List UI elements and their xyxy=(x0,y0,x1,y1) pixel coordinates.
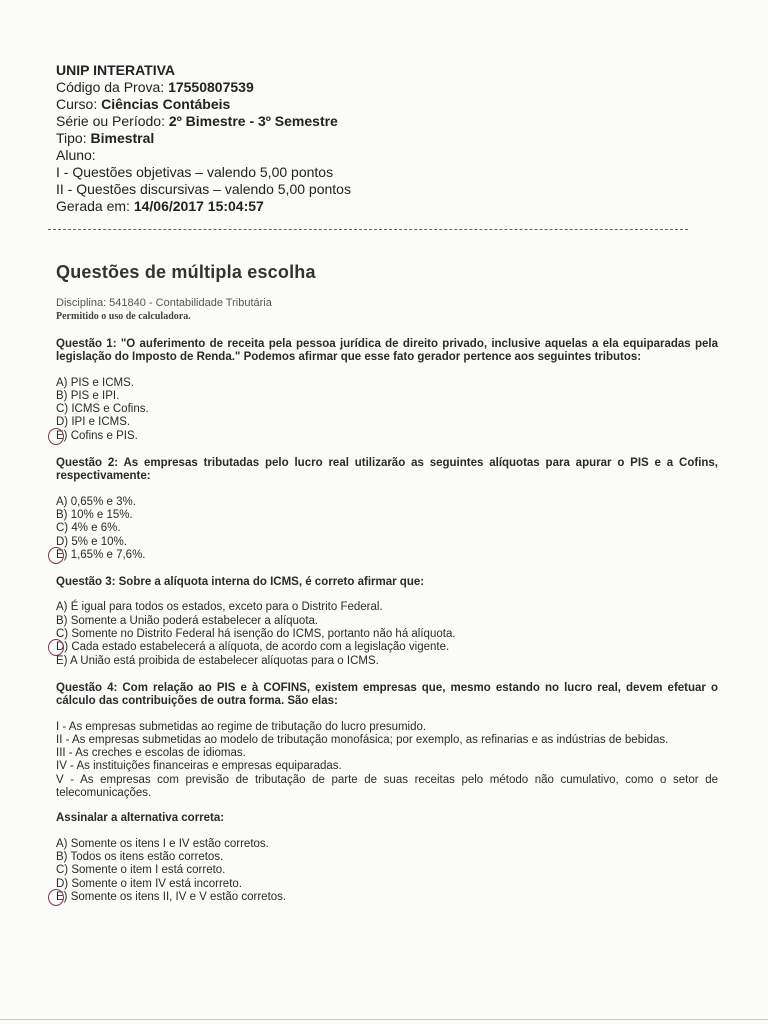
question-1-options xyxy=(56,377,718,443)
question-1-text: Questão 1: "O auferimento de receita pela pessoa jurídica de direito privado, inclusive aquelas a ela equiparadas pela legislação do Imposto de Renda." Podemos afirmar que esse fato gerador pertence aos seguintes tributos: xyxy=(56,338,718,364)
question-3-text: Questão 3: Sobre a alíquota interna do ICMS, é correto afirmar que: xyxy=(56,576,425,589)
dashed-divider xyxy=(48,229,688,230)
generated-at: Gerada em: 14/06/2017 15:04:57 xyxy=(56,198,264,214)
statement-item: II - As empresas submetidas ao modelo de tributação monofásica; por exemplo, as refinarias e as indústrias de bebidas. xyxy=(56,733,669,746)
option-c: C) ICMS e Cofins. xyxy=(56,403,149,416)
statement-item: I - As empresas submetidas ao regime de tributação do lucro presumido. xyxy=(56,720,427,733)
option-e-marked: E) Somente os itens II, IV e V estão corretos. xyxy=(56,891,718,904)
period: Série ou Período: 2º Bimestre - 3º Semestre xyxy=(56,113,338,129)
institution-name: UNIP INTERATIVA xyxy=(56,62,176,78)
answer-circle-mark xyxy=(48,428,64,445)
exam-type: Tipo: Bimestral xyxy=(56,130,155,146)
question-4-items xyxy=(56,721,718,801)
course: Curso: Ciências Contábeis xyxy=(56,96,231,112)
question-1 xyxy=(56,338,718,443)
discursive-questions-info: II - Questões discursivas – valendo 5,00 pontos xyxy=(56,181,351,197)
question-3 xyxy=(56,576,718,668)
question-2-options xyxy=(56,496,718,562)
option-b: B) PIS e IPI. xyxy=(56,389,120,402)
option-b: B) Somente a União poderá estabelecer a alíquota. xyxy=(56,614,319,627)
answer-circle-mark xyxy=(48,547,64,564)
option-a: A) 0,65% e 3%. xyxy=(56,495,136,508)
question-2 xyxy=(56,457,718,562)
option-e-marked: E) Cofins e PIS. xyxy=(56,430,718,443)
statement-item: III - As creches e escolas de idiomas. xyxy=(56,747,246,760)
option-b: B) Todos os itens estão corretos. xyxy=(56,850,224,863)
section-title: Questões de múltipla escolha xyxy=(56,262,316,282)
calculator-permission: Permitido o uso de calculadora. xyxy=(56,311,191,322)
discipline: Disciplina: 541840 - Contabilidade Tributária xyxy=(56,297,272,309)
instruction: Assinalar a alternativa correta: xyxy=(56,812,225,825)
student-label: Aluno: xyxy=(56,147,96,163)
option-e: E) A União está proibida de estabelecer alíquotas para o ICMS. xyxy=(56,654,379,667)
objective-questions-info: I - Questões objetivas – valendo 5,00 pontos xyxy=(56,164,334,180)
answer-circle-mark xyxy=(48,889,64,906)
option-a: A) É igual para todos os estados, exceto para o Distrito Federal. xyxy=(56,601,383,614)
statement-item: V - As empresas com previsão de tributação de parte de suas receitas pelo método não cumulativo, como o setor de telecomunicações. xyxy=(56,773,718,800)
question-4-text: Questão 4: Com relação ao PIS e à COFINS, existem empresas que, mesmo estando no lucro real, devem efetuar o cálculo das contribuições de outra forma. São elas: xyxy=(56,681,718,708)
exam-code: Código da Prova: 17550807539 xyxy=(56,79,254,95)
option-a: A) Somente os itens I e IV estão corretos. xyxy=(56,837,269,850)
option-d: D) 5% e 10%. xyxy=(56,535,127,548)
question-4 xyxy=(56,682,718,904)
option-b: B) 10% e 15%. xyxy=(56,508,133,521)
option-c: C) Somente o item I está correto. xyxy=(56,864,226,877)
option-d: D) Somente o item IV está incorreto. xyxy=(56,877,242,890)
questions xyxy=(56,338,718,904)
question-3-options xyxy=(56,601,718,667)
exam-header xyxy=(56,62,351,215)
option-c: C) Somente no Distrito Federal há isenção do ICMS, portanto não há alíquota. xyxy=(56,628,456,641)
question-2-text: Questão 2: As empresas tributadas pelo lucro real utilizarão as seguintes alíquotas para apurar o PIS e a Cofins, respectivamente: xyxy=(56,457,718,483)
option-d: D) IPI e ICMS. xyxy=(56,416,131,429)
option-d-marked: D) Cada estado estabelecerá a alíquota, de acordo com a legislação vigente. xyxy=(56,641,718,654)
option-e-marked: E) 1,65% e 7,6%. xyxy=(56,549,718,562)
scan-edge-line xyxy=(0,1019,768,1020)
option-a: A) PIS e ICMS. xyxy=(56,376,134,389)
statement-item: IV - As instituições financeiras e empresas equiparadas. xyxy=(56,760,342,773)
question-4-options xyxy=(56,838,718,904)
option-c: C) 4% e 6%. xyxy=(56,522,121,535)
